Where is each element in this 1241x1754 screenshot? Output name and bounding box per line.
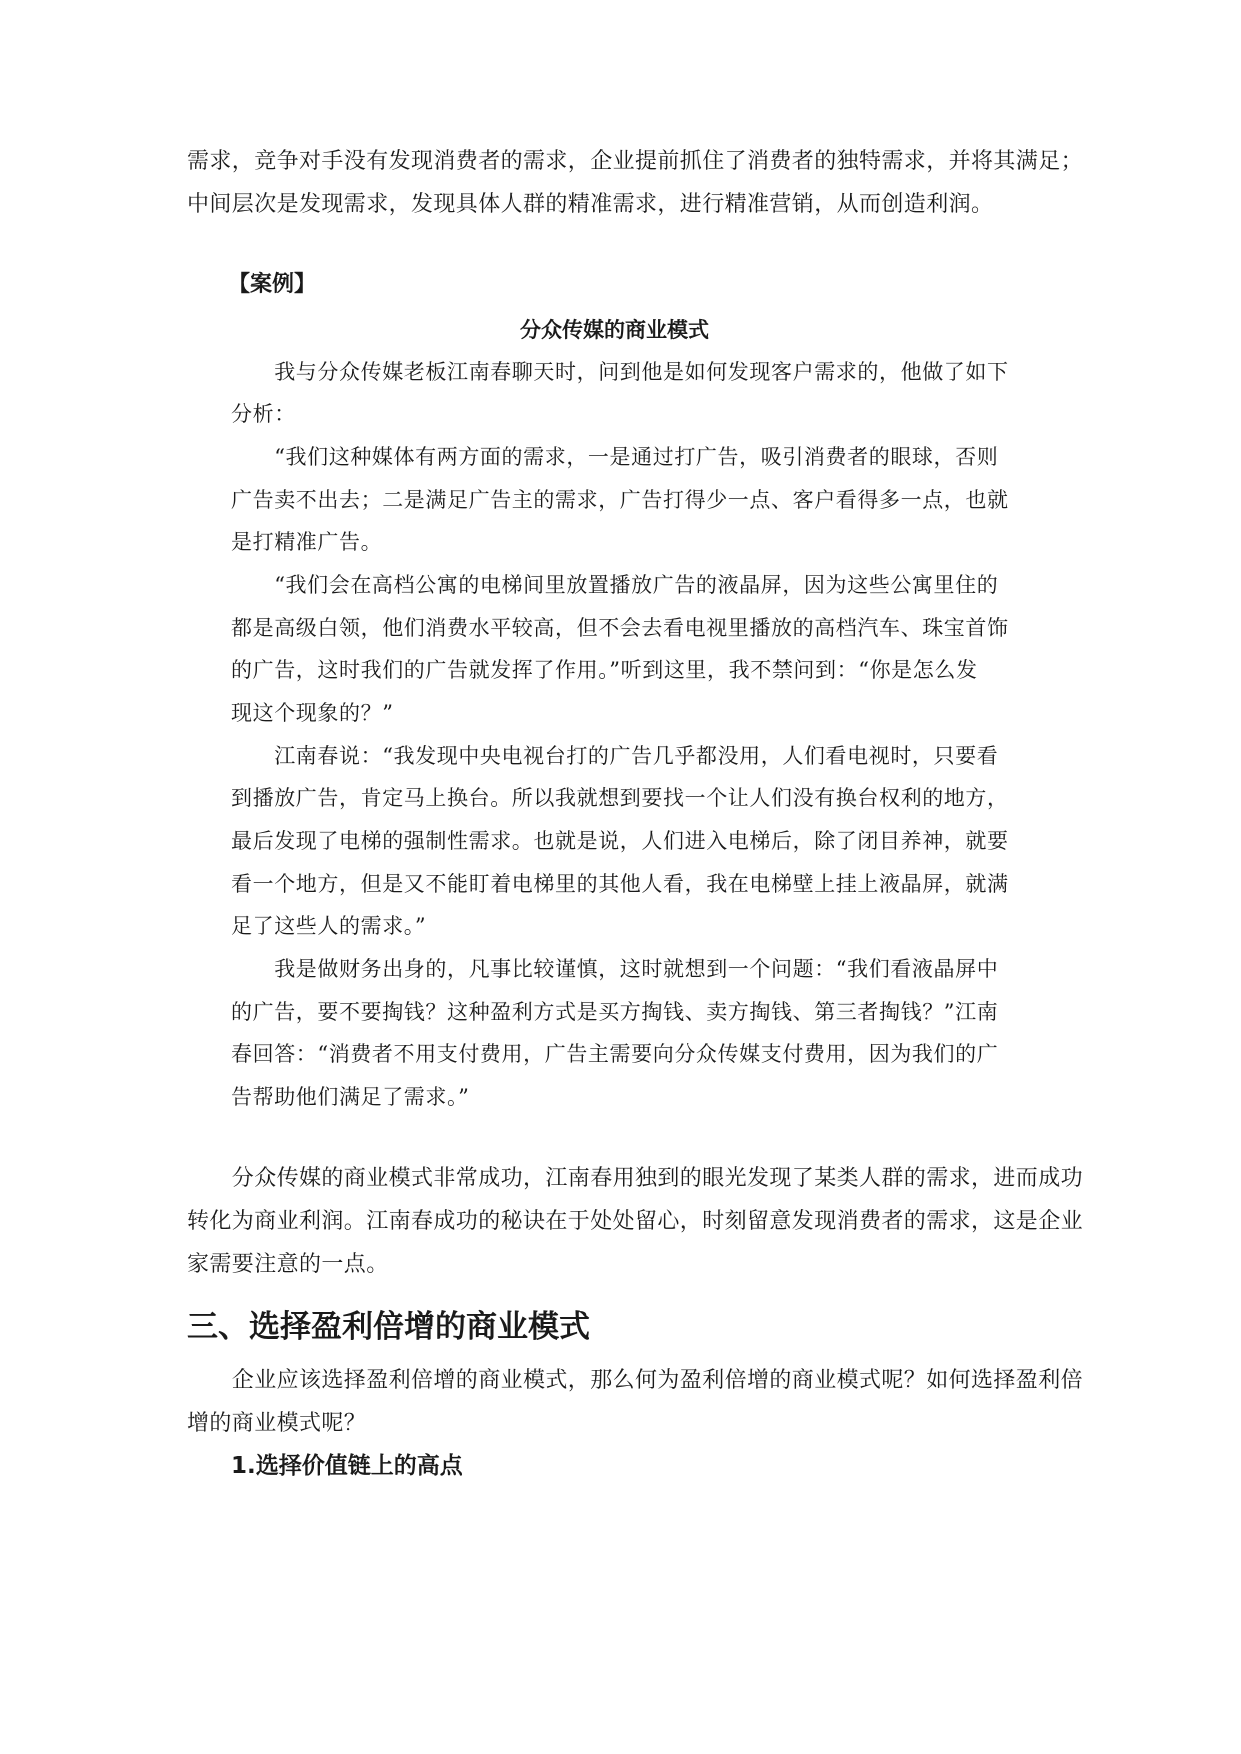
- summary-line-1: 分众传媒的商业模式非常成功，江南春用独到的眼光发现了某类人群的需求，进而成功: [187, 1166, 1084, 1191]
- case-line: 广告卖不出去；二是满足广告主的需求，广告打得少一点、客户看得多一点，也就: [231, 488, 1009, 512]
- case-line: 足了这些人的需求。”: [231, 914, 427, 938]
- case-line: “我们会在高档公寓的电梯间里放置播放广告的液晶屏，因为这些公寓里住的: [231, 573, 999, 597]
- case-line: 到播放广告，肯定马上换台。所以我就想到要找一个让人们没有换台权利的地方，: [231, 786, 1009, 810]
- case-line: 江南春说：“我发现中央电视台打的广告几乎都没用，人们看电视时，只要看: [231, 744, 999, 768]
- section-heading: 三、选择盈利倍增的商业模式: [187, 1309, 590, 1345]
- case-line: 是打精准广告。: [231, 530, 383, 554]
- case-line: “我们这种媒体有两方面的需求，一是通过打广告，吸引消费者的眼球，否则: [231, 445, 999, 469]
- summary-line-3: 家需要注意的一点。: [187, 1252, 389, 1277]
- intro-line-1: 需求，竞争对手没有发现消费者的需求，企业提前抓住了消费者的独特需求，并将其满足；: [187, 149, 1084, 174]
- case-line: 的广告，这时我们的广告就发挥了作用。”听到这里，我不禁问到：“你是怎么发: [231, 658, 978, 682]
- case-line: 看一个地方，但是又不能盯着电梯里的其他人看，我在电梯壁上挂上液晶屏，就满: [231, 872, 1009, 896]
- case-title: 分众传媒的商业模式: [520, 318, 709, 342]
- case-line: 都是高级白领，他们消费水平较高，但不会去看电视里播放的高档汽车、珠宝首饰: [231, 616, 1009, 640]
- case-line: 现这个现象的？”: [231, 701, 394, 725]
- case-line: 我与分众传媒老板江南春聊天时，问到他是如何发现客户需求的，他做了如下: [231, 360, 1009, 384]
- case-line: 分析：: [231, 402, 296, 426]
- case-line: 最后发现了电梯的强制性需求。也就是说，人们进入电梯后，除了闭目养神，就要: [231, 829, 1009, 853]
- case-line: 的广告，要不要掏钱？这种盈利方式是买方掏钱、卖方掏钱、第三者掏钱？”江南: [231, 1000, 999, 1024]
- summary-line-2: 转化为商业利润。江南春成功的秘诀在于处处留心，时刻留意发现消费者的需求，这是企业: [187, 1209, 1084, 1234]
- section-line-1: 企业应该选择盈利倍增的商业模式，那么何为盈利倍增的商业模式呢？如何选择盈利倍: [187, 1368, 1084, 1393]
- intro-line-2: 中间层次是发现需求，发现具体人群的精准需求，进行精准营销，从而创造利润。: [187, 192, 994, 217]
- case-line: 我是做财务出身的，凡事比较谨慎，这时就想到一个问题：“我们看液晶屏中: [231, 957, 999, 981]
- section-line-2: 增的商业模式呢？: [187, 1411, 367, 1436]
- sub-heading: 1.选择价值链上的高点: [231, 1453, 463, 1479]
- case-label: 【案例】: [228, 272, 317, 297]
- case-line: 春回答：“消费者不用支付费用，广告主需要向分众传媒支付费用，因为我们的广: [231, 1042, 999, 1066]
- case-line: 告帮助他们满足了需求。”: [231, 1085, 470, 1109]
